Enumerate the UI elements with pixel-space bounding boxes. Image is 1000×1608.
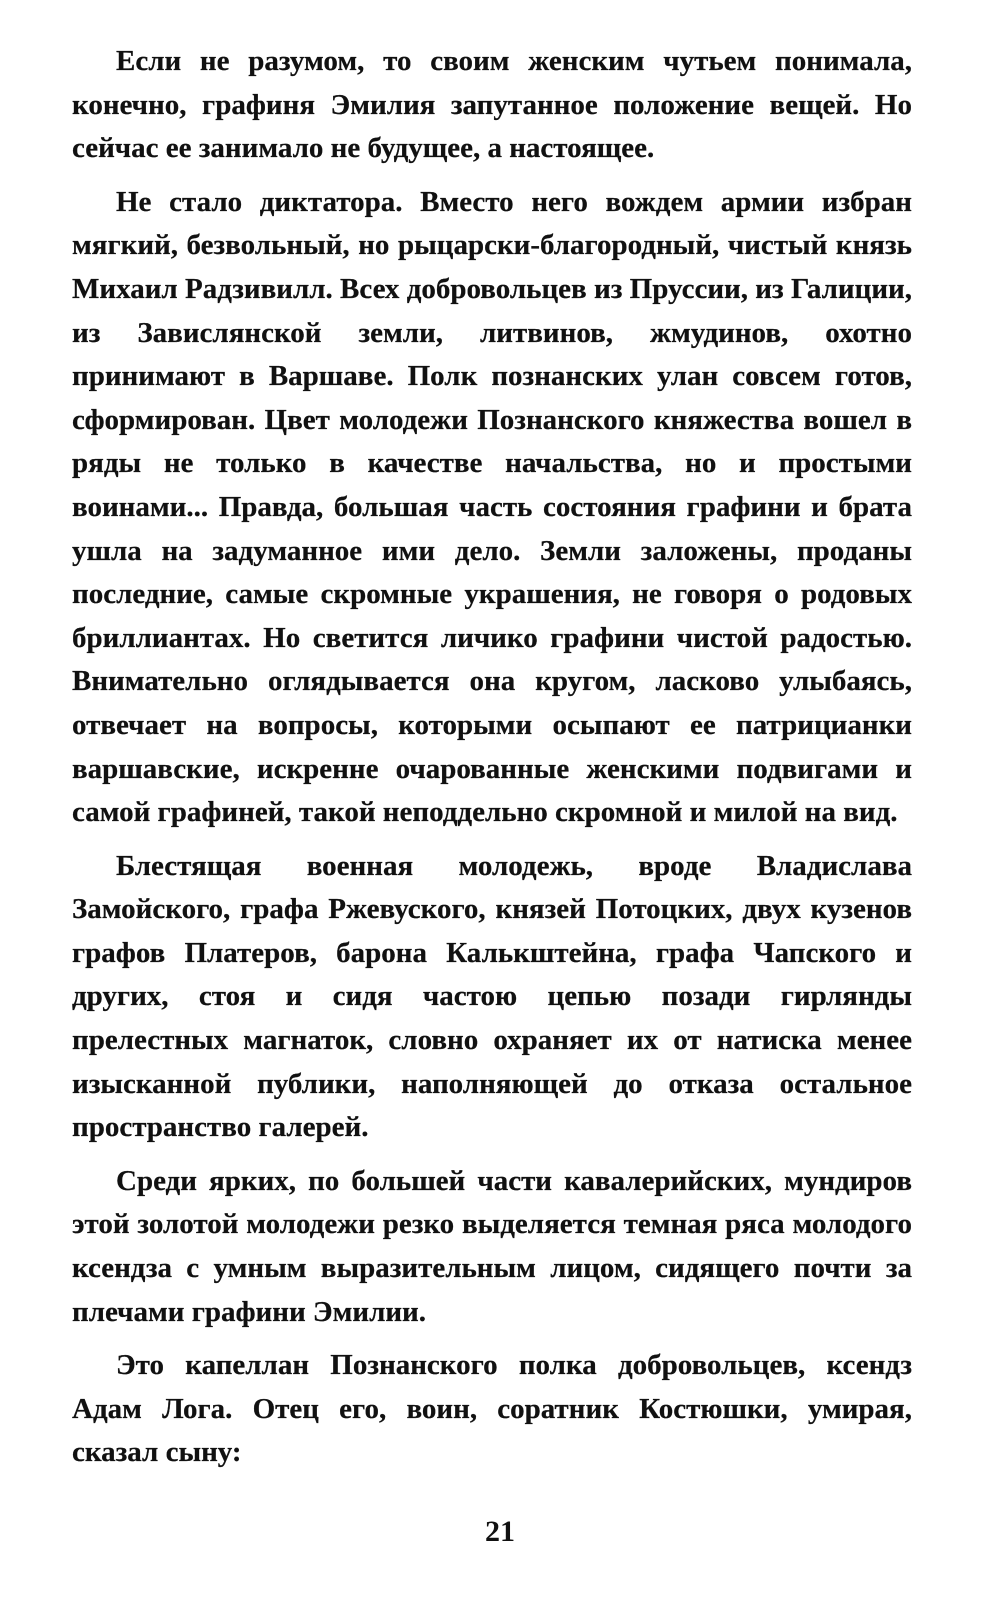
paragraph-3: Блестящая военная молодежь, вроде Владислава Замойского, графа Ржевуского, князей Потоцких, двух кузенов графов Платеров, барона Калькштейна, графа Чапского и других, стоя и сидя частою цепью позади гирлянды прелестных магнаток, словно охраняет их от натиска менее изысканной публики, наполняющей до отказа остальное пространство галерей. [72, 849, 912, 1144]
paragraph-4: Среди ярких, по большей части кавалерийских, мундиров этой золотой молодежи резко выделяется темная ряса молодого ксендза с умным выразительным лицом, сидящего почти за плечами графини Эмилии. [72, 1164, 912, 1328]
paragraph-5: Это капеллан Познанского полка добровольцев, ксендз Адам Лога. Отец его, воин, соратник Костюшки, умирая, сказал сыну: [72, 1349, 912, 1469]
body-text [72, 40, 912, 1485]
paragraph-1: Если не разумом, то своим женским чутьем понимала, конечно, графиня Эмилия запутанное положение вещей. Но сейчас ее занимало не будущее, а настоящее. [72, 45, 912, 165]
page-number: 21 [485, 1515, 515, 1548]
paragraph-2: Не стало диктатора. Вместо него вождем армии избран мягкий, безвольный, но рыцарски-благородный, чистый князь Михаил Радзивилл. Всех добровольцев из Пруссии, из Галиции, из Завислянской земли, литвинов, жмудинов, охотно принимают в Варшаве. Полк познанских улан совсем готов, сформирован. Цвет молодежи Познанского княжества вошел в ряды не только в качестве начальства, но и простыми воинами... Правда, большая часть состояния графини и брата ушла на задуманное ими дело. Земли заложены, проданы последние, самые скромные украшения, не говоря о родовых бриллиантах. Но светится личико графини чистой радостью. Внимательно оглядывается она кругом, ласково улыбаясь, отвечает на вопросы, которыми осыпают ее патрицианки варшавские, искренне очарованные женскими подвигами и самой графиней, такой неподдельно скромной и милой на вид. [72, 185, 912, 829]
